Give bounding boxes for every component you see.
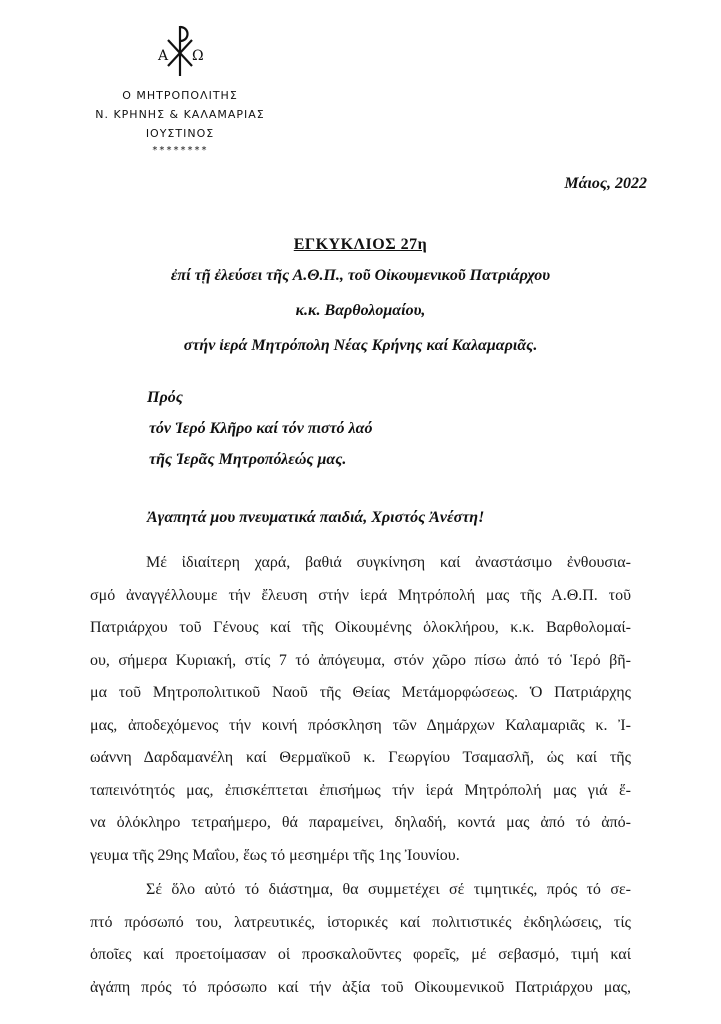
text-line: σμό ἀναγγέλλουμε τήν ἔλευση στήν ἱερά Μητρόπολή μας τῆς Α.Θ.Π. τοῦ	[90, 586, 631, 604]
letter-body	[90, 547, 631, 1004]
subtitle-line: ἐπί τῇ ἐλεύσει τῆς Α.Θ.Π., τοῦ Οἰκουμενικοῦ Πατριάρχου	[170, 267, 551, 284]
title-block	[0, 232, 721, 363]
header-name: ΙΟΥΣΤΙΝΟΣ	[145, 127, 215, 140]
document-date: Μάιος, 2022	[564, 175, 647, 192]
text-line: μα τοῦ Μητροπολιτικοῦ Ναοῦ τῆς Θείας Μετάμορφώσεως. Ὁ Πατριάρχης	[90, 684, 631, 701]
text-line: Μέ ἰδιαίτερη χαρά, βαθιά συγκίνηση καί ἀναστάσιμο ἐνθουσια-	[146, 554, 631, 571]
alpha-letter: Α	[158, 48, 169, 64]
header-see: Ν. ΚΡΗΝΗΣ & ΚΑΛΑΜΑΡΙΑΣ	[95, 108, 265, 121]
text-line: πτό πρόσωπό του, λατρευτικές, ἱστορικές καί πολιτιστικές ἐκδηλώσεις, τίς	[90, 913, 631, 931]
text-line: ταπεινότητός μας, ἐπισκέπτεται ἐπισήμως τήν ἱερά Μητρόπολή μας γιά ἕ-	[90, 781, 631, 799]
paragraph-1	[90, 547, 631, 872]
text-line: ωάννη Δαρδαμανέλη καί Θερμαϊκοῦ κ. Γεωργίου Τσαμασλῆ, ὡς καί τῆς	[90, 749, 631, 766]
letterhead	[80, 20, 280, 159]
header-title: Ο ΜΗΤΡΟΠΟΛΙΤΗΣ	[122, 89, 238, 102]
text-line: ὁποῖες καί προετοίμασαν οἱ προσκαλοῦντες φορεῖς, μέ σεβασμό, τιμή καί	[90, 946, 631, 963]
text-line: μας, ἀποδεχόμενος τήν κοινή πρόσκληση τῶν Δημάρχων Καλαμαριᾶς κ. Ἰ-	[90, 716, 631, 734]
subtitle-line: κ.κ. Βαρθολομαίου,	[295, 302, 426, 319]
recipient-block	[147, 382, 372, 475]
text-line: να ὁλόκληρο τετραήμερο, θά παραμείνει, δηλαδή, κοντά μας ἀπό τό ἀπό-	[90, 814, 631, 831]
recipient-line: τόν Ἱερό Κλῆρο καί τόν πιστό λαό	[149, 420, 373, 437]
text-line: Σέ ὅλο αὐτό τό διάστημα, θα συμμετέχει σέ τιμητικές, πρός τό σε-	[146, 881, 631, 898]
omega-letter: Ω	[192, 48, 204, 64]
paragraph-2	[90, 874, 631, 1004]
text-line: Πατριάρχου τοῦ Γένους καί τῆς Οἰκουμένης ὁλοκλήρου, κ.κ. Βαρθολομαί-	[90, 619, 631, 636]
subtitle-line: στήν ἱερά Μητρόπολη Νέας Κρήνης καί Καλαμαριᾶς.	[183, 337, 538, 354]
header-stars: ********	[151, 145, 209, 156]
text-line: ου, σήμερα Κυριακή, στίς 7 τό ἀπόγευμα, στόν χῶρο πίσω ἀπό τό Ἱερό βῆ-	[90, 651, 631, 669]
recipient-to: Πρός	[147, 389, 183, 406]
recipient-line: τῆς Ἱερᾶς Μητροπόλεώς μας.	[149, 451, 347, 468]
greeting: Ἀγαπητά μου πνευματικά παιδιά, Χριστός Ἀνέστη!	[147, 509, 485, 526]
chi-rho-icon	[152, 20, 208, 80]
text-line: ἀγάπη πρός τό πρόσωπο καί τήν ἀξία τοῦ Οἰκουμενικοῦ Πατριάρχου μας,	[90, 978, 631, 996]
document-title: ΕΓΚΥΚΛΙΟΣ 27η	[293, 236, 428, 253]
text-line: γευμα τῆς 29ης Μαΐου, ἕως τό μεσημέρι τῆς 1ης Ἰουνίου.	[90, 846, 460, 864]
